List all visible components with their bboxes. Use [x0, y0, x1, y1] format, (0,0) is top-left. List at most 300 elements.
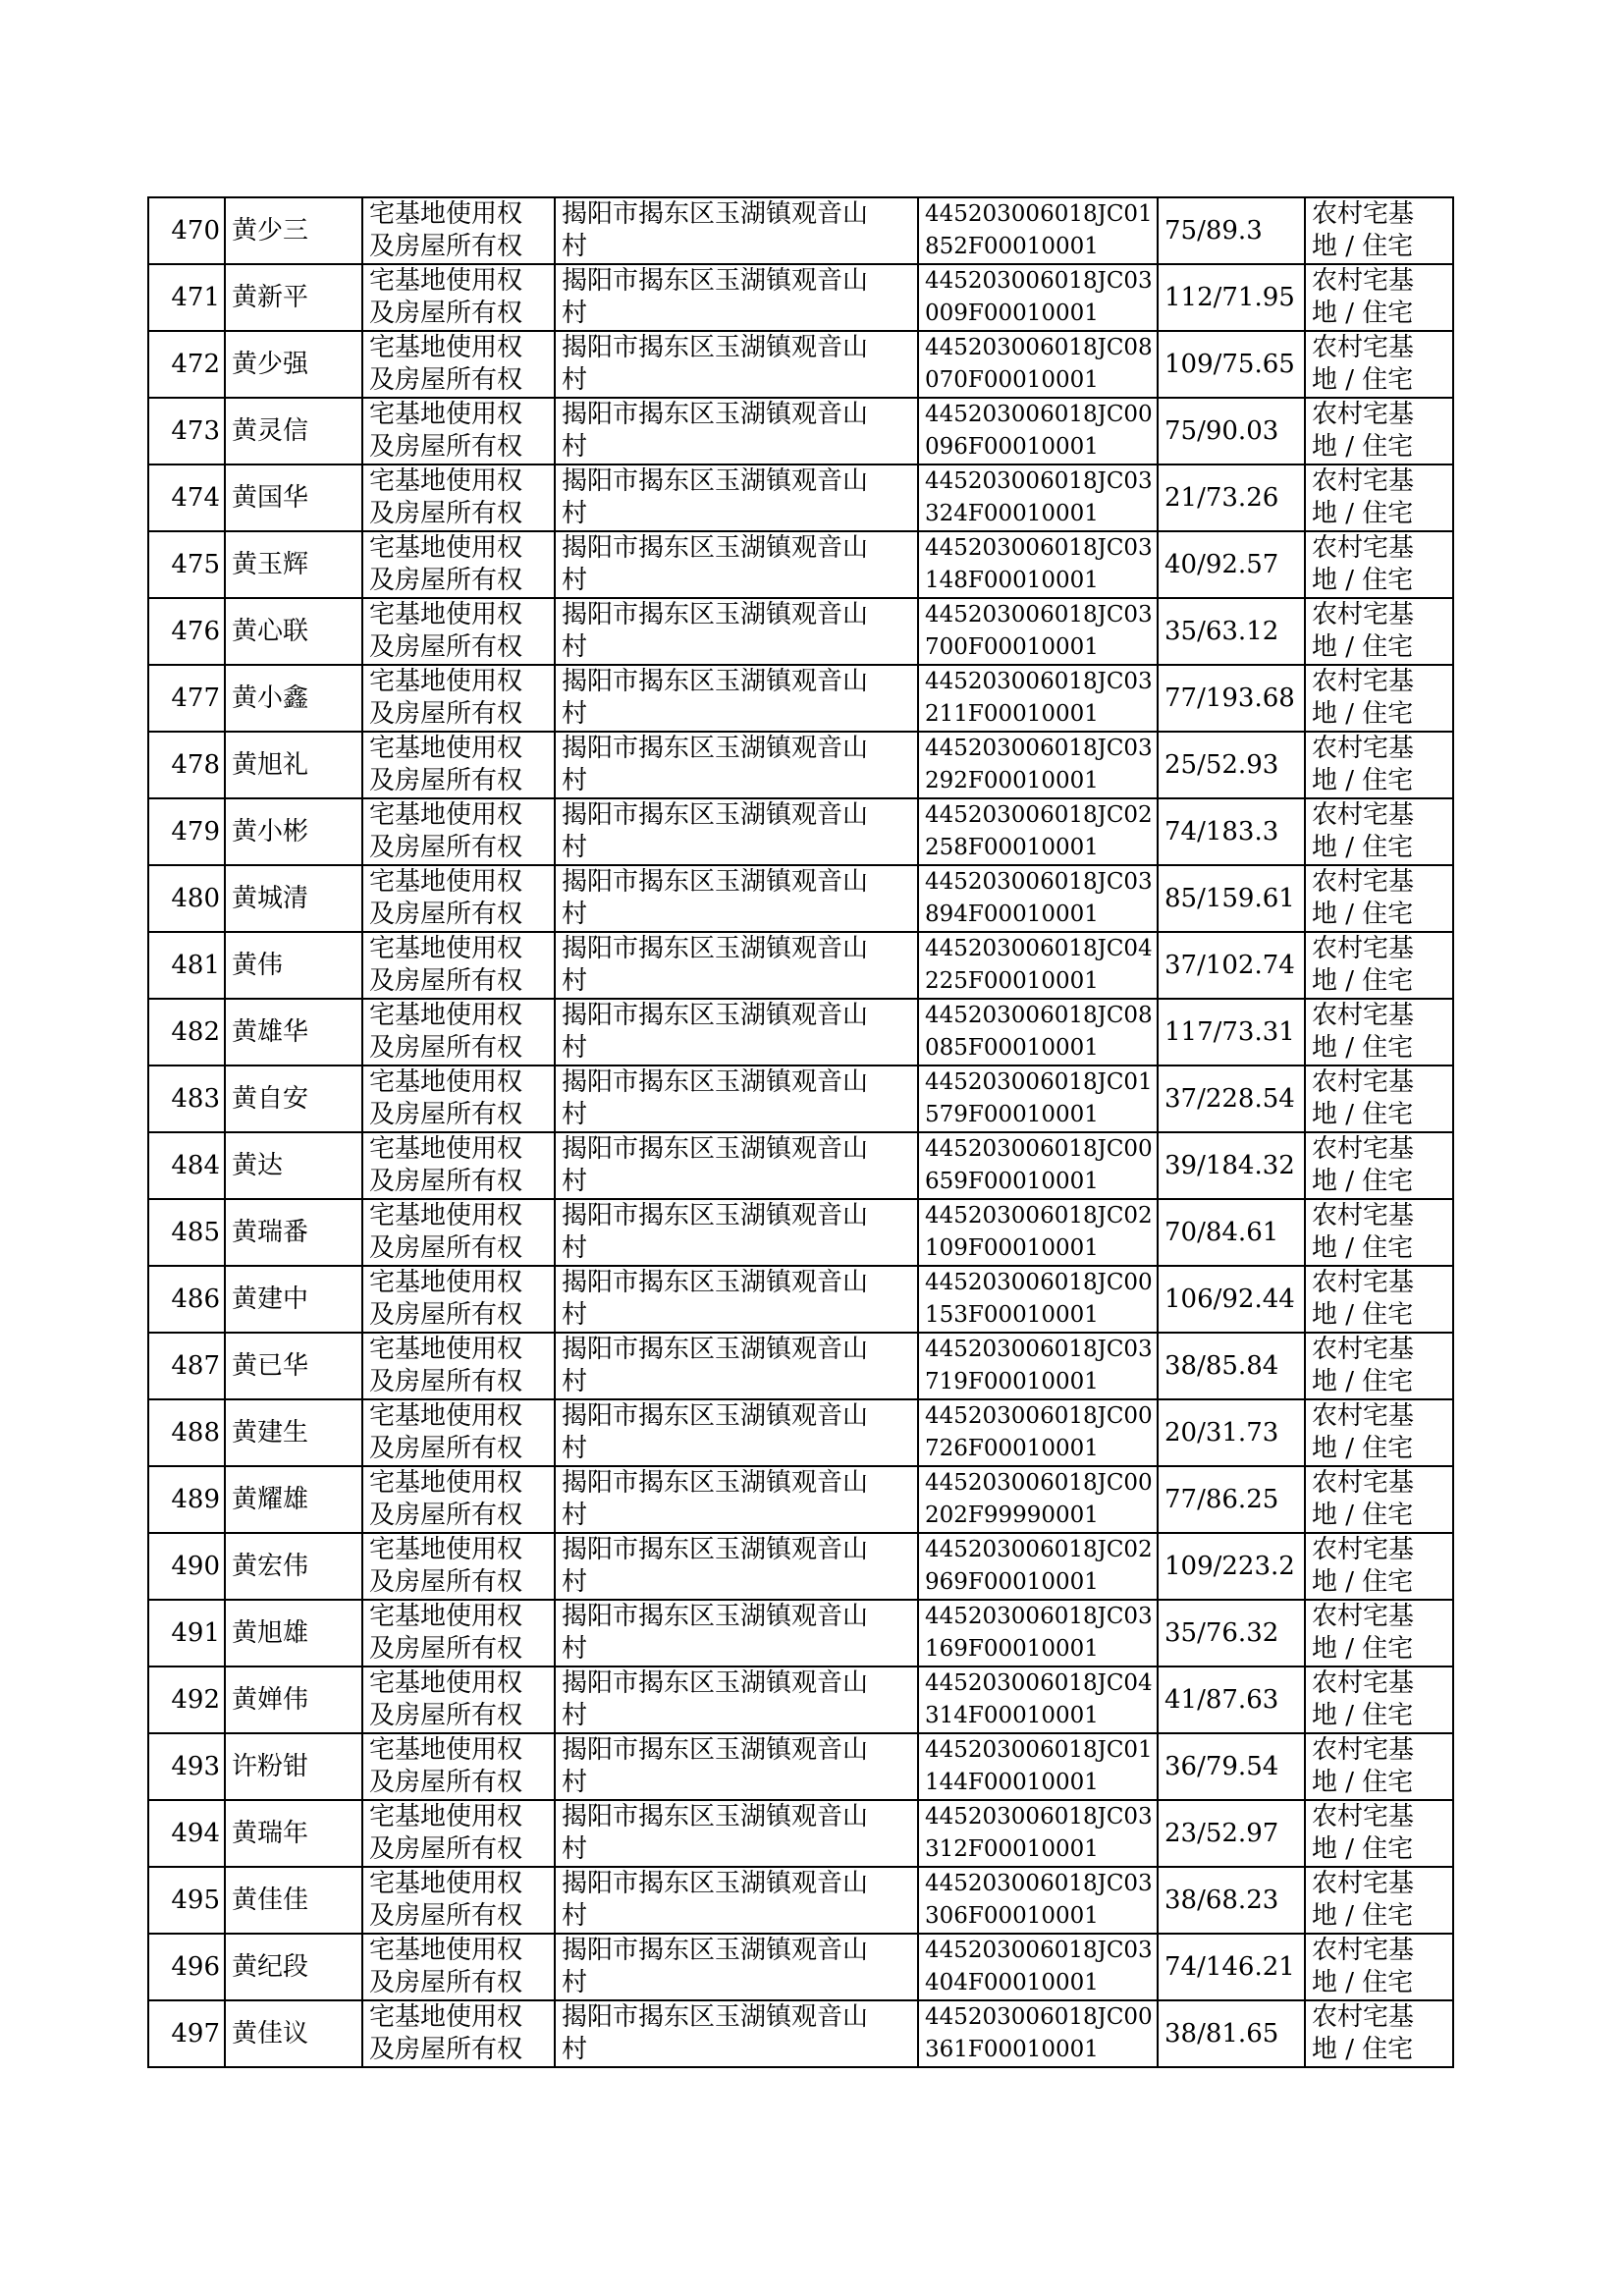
- owner-name: 黄婵伟: [232, 1684, 309, 1715]
- area-cell: [1158, 598, 1305, 665]
- right-type: 宅基地使用权 及房屋所有权: [369, 600, 523, 662]
- unit-code-cell: [918, 732, 1158, 798]
- property-location-cell: [555, 1266, 918, 1333]
- land-use: 农村宅基 地 / 住宅: [1312, 2002, 1415, 2064]
- land-use: 农村宅基 地 / 住宅: [1312, 867, 1415, 929]
- right-type-cell: [362, 1733, 555, 1800]
- land-use: 农村宅基 地 / 住宅: [1312, 466, 1415, 528]
- property-location-cell: [555, 1934, 918, 2000]
- land-use-cell: [1305, 1399, 1453, 1466]
- area: 25/52.93: [1164, 749, 1279, 780]
- property-location: 揭阳市揭东区玉湖镇观音山 村: [562, 1134, 869, 1196]
- unit-code-cell: [918, 1399, 1158, 1466]
- records-body: [148, 197, 1453, 2067]
- right-type: 宅基地使用权 及房屋所有权: [369, 533, 523, 595]
- unit-code-cell: [918, 2000, 1158, 2067]
- land-use-cell: [1305, 865, 1453, 932]
- unit-code-cell: [918, 197, 1158, 264]
- record-number: 491: [171, 1617, 220, 1648]
- area: 109/223.2: [1164, 1551, 1295, 1581]
- owner-name: 黄雄华: [232, 1016, 309, 1047]
- record-number: 474: [171, 482, 220, 513]
- unit-code: 445203006018JC03 324F00010001: [925, 468, 1153, 526]
- record-number: 492: [171, 1684, 220, 1715]
- area-cell: [1158, 1132, 1305, 1199]
- record-number: 494: [171, 1818, 220, 1848]
- unit-code: 445203006018JC00 361F00010001: [925, 2004, 1153, 2062]
- area-cell: [1158, 331, 1305, 398]
- right-type-cell: [362, 1934, 555, 2000]
- property-location-cell: [555, 264, 918, 331]
- right-type-cell: [362, 932, 555, 999]
- land-use: 农村宅基 地 / 住宅: [1312, 533, 1415, 595]
- land-use: 农村宅基 地 / 住宅: [1312, 266, 1415, 328]
- right-type: 宅基地使用权 及房屋所有权: [369, 333, 523, 395]
- area: 75/90.03: [1164, 415, 1279, 446]
- record-number: 484: [171, 1150, 220, 1180]
- land-use: 农村宅基 地 / 住宅: [1312, 1268, 1415, 1330]
- owner-name-cell: [225, 798, 362, 865]
- owner-name: 黄城清: [232, 883, 309, 913]
- area: 23/52.97: [1164, 1818, 1279, 1848]
- land-use: 农村宅基 地 / 住宅: [1312, 1735, 1415, 1797]
- area-cell: [1158, 1333, 1305, 1399]
- table-row: [148, 598, 1453, 665]
- right-type-cell: [362, 665, 555, 732]
- property-location: 揭阳市揭东区玉湖镇观音山 村: [562, 667, 869, 729]
- area-cell: [1158, 665, 1305, 732]
- right-type: 宅基地使用权 及房屋所有权: [369, 1668, 523, 1730]
- right-type: 宅基地使用权 及房屋所有权: [369, 1468, 523, 1530]
- unit-code-cell: [918, 865, 1158, 932]
- right-type-cell: [362, 531, 555, 598]
- land-use: 农村宅基 地 / 住宅: [1312, 1535, 1415, 1597]
- owner-name: 黄已华: [232, 1350, 309, 1381]
- owner-name: 黄新平: [232, 282, 309, 312]
- unit-code: 445203006018JC02 109F00010001: [925, 1203, 1153, 1261]
- land-use: 农村宅基 地 / 住宅: [1312, 1869, 1415, 1931]
- land-use: 农村宅基 地 / 住宅: [1312, 1602, 1415, 1664]
- unit-code: 445203006018JC03 169F00010001: [925, 1604, 1153, 1662]
- unit-code: 445203006018JC03 211F00010001: [925, 669, 1153, 727]
- area-cell: [1158, 2000, 1305, 2067]
- unit-code-cell: [918, 1466, 1158, 1533]
- land-use-cell: [1305, 665, 1453, 732]
- land-use-cell: [1305, 1333, 1453, 1399]
- unit-code: 445203006018JC03 148F00010001: [925, 535, 1153, 593]
- record-number-cell: [148, 531, 225, 598]
- land-use: 农村宅基 地 / 住宅: [1312, 1668, 1415, 1730]
- right-type: 宅基地使用权 及房屋所有权: [369, 1134, 523, 1196]
- right-type-cell: [362, 1867, 555, 1934]
- owner-name: 黄佳议: [232, 2018, 309, 2049]
- table-row: [148, 264, 1453, 331]
- property-location: 揭阳市揭东区玉湖镇观音山 村: [562, 1936, 869, 1997]
- area: 37/228.54: [1164, 1083, 1295, 1114]
- table-row: [148, 999, 1453, 1066]
- property-location-cell: [555, 464, 918, 531]
- owner-name-cell: [225, 1266, 362, 1333]
- unit-code: 445203006018JC03 306F00010001: [925, 1871, 1153, 1929]
- land-use-cell: [1305, 1132, 1453, 1199]
- table-row: [148, 398, 1453, 464]
- right-type-cell: [362, 1132, 555, 1199]
- property-location-cell: [555, 1199, 918, 1266]
- record-number: 479: [171, 816, 220, 847]
- table-row: [148, 1333, 1453, 1399]
- area-cell: [1158, 464, 1305, 531]
- table-row: [148, 865, 1453, 932]
- owner-name: 黄伟: [232, 950, 284, 980]
- record-number-cell: [148, 865, 225, 932]
- table-row: [148, 1800, 1453, 1867]
- property-location-cell: [555, 331, 918, 398]
- table-row: [148, 331, 1453, 398]
- area: 117/73.31: [1164, 1016, 1295, 1047]
- area: 36/79.54: [1164, 1751, 1279, 1781]
- owner-name-cell: [225, 865, 362, 932]
- right-type: 宅基地使用权 及房屋所有权: [369, 1869, 523, 1931]
- land-use: 农村宅基 地 / 住宅: [1312, 734, 1415, 795]
- area-cell: [1158, 1867, 1305, 1934]
- property-location: 揭阳市揭东区玉湖镇观音山 村: [562, 1535, 869, 1597]
- property-location: 揭阳市揭东区玉湖镇观音山 村: [562, 1268, 869, 1330]
- unit-code: 445203006018JC03 009F00010001: [925, 268, 1153, 326]
- unit-code: 445203006018JC00 726F00010001: [925, 1403, 1153, 1461]
- area-cell: [1158, 1600, 1305, 1667]
- table-row: [148, 1867, 1453, 1934]
- area-cell: [1158, 1399, 1305, 1466]
- right-type-cell: [362, 1533, 555, 1600]
- owner-name-cell: [225, 1533, 362, 1600]
- right-type: 宅基地使用权 及房屋所有权: [369, 800, 523, 862]
- property-location: 揭阳市揭东区玉湖镇观音山 村: [562, 934, 869, 996]
- property-location-cell: [555, 531, 918, 598]
- owner-name: 许粉钳: [232, 1751, 309, 1781]
- right-type-cell: [362, 598, 555, 665]
- property-location-cell: [555, 865, 918, 932]
- right-type-cell: [362, 732, 555, 798]
- record-number: 473: [171, 415, 220, 446]
- record-number: 476: [171, 616, 220, 646]
- property-location: 揭阳市揭东区玉湖镇观音山 村: [562, 800, 869, 862]
- table-row: [148, 1066, 1453, 1132]
- area: 112/71.95: [1164, 282, 1295, 312]
- record-number-cell: [148, 999, 225, 1066]
- unit-code-cell: [918, 1800, 1158, 1867]
- right-type-cell: [362, 1466, 555, 1533]
- owner-name: 黄小鑫: [232, 683, 309, 713]
- area-cell: [1158, 1533, 1305, 1600]
- unit-code-cell: [918, 1132, 1158, 1199]
- unit-code-cell: [918, 1533, 1158, 1600]
- property-location: 揭阳市揭东区玉湖镇观音山 村: [562, 1802, 869, 1864]
- unit-code-cell: [918, 932, 1158, 999]
- record-number: 471: [171, 282, 220, 312]
- unit-code-cell: [918, 531, 1158, 598]
- owner-name: 黄耀雄: [232, 1484, 309, 1514]
- record-number-cell: [148, 1132, 225, 1199]
- right-type-cell: [362, 1667, 555, 1733]
- property-location: 揭阳市揭东区玉湖镇观音山 村: [562, 2002, 869, 2064]
- right-type: 宅基地使用权 及房屋所有权: [369, 1936, 523, 1997]
- area: 85/159.61: [1164, 883, 1295, 913]
- owner-name-cell: [225, 999, 362, 1066]
- owner-name-cell: [225, 264, 362, 331]
- record-number: 488: [171, 1417, 220, 1448]
- right-type-cell: [362, 865, 555, 932]
- property-location: 揭阳市揭东区玉湖镇观音山 村: [562, 867, 869, 929]
- property-location-cell: [555, 1066, 918, 1132]
- unit-code: 445203006018JC03 312F00010001: [925, 1804, 1153, 1862]
- land-use: 农村宅基 地 / 住宅: [1312, 667, 1415, 729]
- owner-name: 黄瑞番: [232, 1217, 309, 1247]
- owner-name-cell: [225, 1867, 362, 1934]
- area-cell: [1158, 1667, 1305, 1733]
- property-location-cell: [555, 1800, 918, 1867]
- land-use-cell: [1305, 999, 1453, 1066]
- unit-code-cell: [918, 398, 1158, 464]
- table-row: [148, 531, 1453, 598]
- unit-code: 445203006018JC03 292F00010001: [925, 736, 1153, 793]
- property-location: 揭阳市揭东区玉湖镇观音山 村: [562, 1668, 869, 1730]
- table-row: [148, 1600, 1453, 1667]
- right-type: 宅基地使用权 及房屋所有权: [369, 1735, 523, 1797]
- table-row: [148, 197, 1453, 264]
- property-location: 揭阳市揭东区玉湖镇观音山 村: [562, 1001, 869, 1063]
- area-cell: [1158, 1266, 1305, 1333]
- table-row: [148, 1934, 1453, 2000]
- area: 21/73.26: [1164, 482, 1279, 513]
- owner-name: 黄旭雄: [232, 1617, 309, 1648]
- right-type-cell: [362, 398, 555, 464]
- area: 35/63.12: [1164, 616, 1279, 646]
- land-use-cell: [1305, 1600, 1453, 1667]
- unit-code-cell: [918, 665, 1158, 732]
- owner-name: 黄少强: [232, 349, 309, 379]
- property-location-cell: [555, 732, 918, 798]
- right-type: 宅基地使用权 及房屋所有权: [369, 2002, 523, 2064]
- right-type: 宅基地使用权 及房屋所有权: [369, 466, 523, 528]
- record-number-cell: [148, 932, 225, 999]
- unit-code: 445203006018JC04 314F00010001: [925, 1670, 1153, 1728]
- area-cell: [1158, 732, 1305, 798]
- land-use-cell: [1305, 1199, 1453, 1266]
- record-number: 470: [171, 215, 220, 246]
- property-location-cell: [555, 1399, 918, 1466]
- unit-code: 445203006018JC01 579F00010001: [925, 1069, 1153, 1127]
- area: 109/75.65: [1164, 349, 1295, 379]
- property-location-cell: [555, 798, 918, 865]
- owner-name: 黄瑞年: [232, 1818, 309, 1848]
- unit-code: 445203006018JC00 202F99990001: [925, 1470, 1153, 1528]
- record-number: 496: [171, 1951, 220, 1982]
- record-number: 497: [171, 2018, 220, 2049]
- right-type-cell: [362, 999, 555, 1066]
- owner-name: 黄国华: [232, 482, 309, 513]
- land-use: 农村宅基 地 / 住宅: [1312, 1468, 1415, 1530]
- record-number: 487: [171, 1350, 220, 1381]
- unit-code-cell: [918, 1600, 1158, 1667]
- record-number: 483: [171, 1083, 220, 1114]
- table-row: [148, 1667, 1453, 1733]
- unit-code-cell: [918, 1867, 1158, 1934]
- right-type: 宅基地使用权 及房屋所有权: [369, 1201, 523, 1263]
- owner-name-cell: [225, 1733, 362, 1800]
- right-type: 宅基地使用权 及房屋所有权: [369, 400, 523, 462]
- land-use-cell: [1305, 598, 1453, 665]
- record-number-cell: [148, 398, 225, 464]
- table-row: [148, 798, 1453, 865]
- right-type: 宅基地使用权 及房屋所有权: [369, 1001, 523, 1063]
- unit-code: 445203006018JC00 096F00010001: [925, 402, 1153, 460]
- owner-name: 黄建中: [232, 1284, 309, 1314]
- table-row: [148, 1266, 1453, 1333]
- owner-name-cell: [225, 1600, 362, 1667]
- property-location-cell: [555, 1333, 918, 1399]
- area-cell: [1158, 531, 1305, 598]
- right-type: 宅基地使用权 及房屋所有权: [369, 1335, 523, 1396]
- unit-code-cell: [918, 1199, 1158, 1266]
- land-use-cell: [1305, 798, 1453, 865]
- area-cell: [1158, 1733, 1305, 1800]
- unit-code-cell: [918, 1667, 1158, 1733]
- land-use-cell: [1305, 1934, 1453, 2000]
- owner-name-cell: [225, 331, 362, 398]
- property-location-cell: [555, 1466, 918, 1533]
- unit-code-cell: [918, 1333, 1158, 1399]
- property-location: 揭阳市揭东区玉湖镇观音山 村: [562, 466, 869, 528]
- property-location-cell: [555, 1667, 918, 1733]
- area: 77/86.25: [1164, 1484, 1279, 1514]
- owner-name-cell: [225, 732, 362, 798]
- record-number-cell: [148, 1934, 225, 2000]
- property-location: 揭阳市揭东区玉湖镇观音山 村: [562, 1201, 869, 1263]
- right-type: 宅基地使用权 及房屋所有权: [369, 934, 523, 996]
- right-type-cell: [362, 1066, 555, 1132]
- record-number-cell: [148, 1399, 225, 1466]
- area: 20/31.73: [1164, 1417, 1279, 1448]
- unit-code: 445203006018JC01 144F00010001: [925, 1737, 1153, 1795]
- land-use-cell: [1305, 264, 1453, 331]
- right-type-cell: [362, 197, 555, 264]
- area-cell: [1158, 798, 1305, 865]
- record-number-cell: [148, 665, 225, 732]
- owner-name: 黄少三: [232, 215, 309, 246]
- area-cell: [1158, 398, 1305, 464]
- land-use: 农村宅基 地 / 住宅: [1312, 1401, 1415, 1463]
- owner-name-cell: [225, 932, 362, 999]
- land-use: 农村宅基 地 / 住宅: [1312, 934, 1415, 996]
- record-number-cell: [148, 197, 225, 264]
- record-number: 480: [171, 883, 220, 913]
- land-use: 农村宅基 地 / 住宅: [1312, 1802, 1415, 1864]
- record-number-cell: [148, 1466, 225, 1533]
- area: 70/84.61: [1164, 1217, 1279, 1247]
- right-type: 宅基地使用权 及房屋所有权: [369, 1602, 523, 1664]
- area: 38/68.23: [1164, 1885, 1279, 1915]
- unit-code-cell: [918, 331, 1158, 398]
- property-location: 揭阳市揭东区玉湖镇观音山 村: [562, 400, 869, 462]
- right-type-cell: [362, 1199, 555, 1266]
- owner-name: 黄自安: [232, 1083, 309, 1114]
- property-location-cell: [555, 932, 918, 999]
- area-cell: [1158, 197, 1305, 264]
- table-row: [148, 1199, 1453, 1266]
- property-location: 揭阳市揭东区玉湖镇观音山 村: [562, 333, 869, 395]
- property-location-cell: [555, 665, 918, 732]
- unit-code: 445203006018JC03 700F00010001: [925, 602, 1153, 660]
- table-row: [148, 732, 1453, 798]
- area: 75/89.3: [1164, 215, 1263, 246]
- owner-name-cell: [225, 665, 362, 732]
- right-type-cell: [362, 2000, 555, 2067]
- owner-name-cell: [225, 464, 362, 531]
- land-use: 农村宅基 地 / 住宅: [1312, 1134, 1415, 1196]
- owner-name-cell: [225, 197, 362, 264]
- unit-code-cell: [918, 464, 1158, 531]
- owner-name-cell: [225, 531, 362, 598]
- unit-code: 445203006018JC04 225F00010001: [925, 936, 1153, 994]
- owner-name-cell: [225, 1132, 362, 1199]
- table-row: [148, 1399, 1453, 1466]
- property-location-cell: [555, 1867, 918, 1934]
- table-row: [148, 1733, 1453, 1800]
- table-row: [148, 1132, 1453, 1199]
- unit-code: 445203006018JC02 258F00010001: [925, 802, 1153, 860]
- property-location: 揭阳市揭东区玉湖镇观音山 村: [562, 1869, 869, 1931]
- unit-code: 445203006018JC00 153F00010001: [925, 1270, 1153, 1328]
- record-number: 472: [171, 349, 220, 379]
- owner-name-cell: [225, 1399, 362, 1466]
- land-use-cell: [1305, 331, 1453, 398]
- owner-name-cell: [225, 1667, 362, 1733]
- area: 74/146.21: [1164, 1951, 1295, 1982]
- owner-name-cell: [225, 398, 362, 464]
- owner-name: 黄小彬: [232, 816, 309, 847]
- property-location-cell: [555, 1132, 918, 1199]
- area: 38/81.65: [1164, 2018, 1279, 2049]
- land-use-cell: [1305, 1733, 1453, 1800]
- area: 39/184.32: [1164, 1150, 1295, 1180]
- unit-code-cell: [918, 1733, 1158, 1800]
- right-type: 宅基地使用权 及房屋所有权: [369, 1535, 523, 1597]
- land-use-cell: [1305, 1533, 1453, 1600]
- right-type: 宅基地使用权 及房屋所有权: [369, 1802, 523, 1864]
- land-use-cell: [1305, 1466, 1453, 1533]
- right-type-cell: [362, 331, 555, 398]
- right-type: 宅基地使用权 及房屋所有权: [369, 1268, 523, 1330]
- area: 38/85.84: [1164, 1350, 1279, 1381]
- record-number: 493: [171, 1751, 220, 1781]
- property-location: 揭阳市揭东区玉湖镇观音山 村: [562, 533, 869, 595]
- area-cell: [1158, 932, 1305, 999]
- property-location: 揭阳市揭东区玉湖镇观音山 村: [562, 199, 869, 261]
- unit-code: 445203006018JC08 085F00010001: [925, 1003, 1153, 1061]
- unit-code-cell: [918, 1266, 1158, 1333]
- land-use-cell: [1305, 464, 1453, 531]
- right-type: 宅基地使用权 及房屋所有权: [369, 667, 523, 729]
- land-use-cell: [1305, 531, 1453, 598]
- record-number-cell: [148, 1800, 225, 1867]
- unit-code-cell: [918, 598, 1158, 665]
- record-number-cell: [148, 1533, 225, 1600]
- property-location-cell: [555, 598, 918, 665]
- owner-name: 黄纪段: [232, 1951, 309, 1982]
- owner-name-cell: [225, 1934, 362, 2000]
- property-location: 揭阳市揭东区玉湖镇观音山 村: [562, 266, 869, 328]
- right-type-cell: [362, 1600, 555, 1667]
